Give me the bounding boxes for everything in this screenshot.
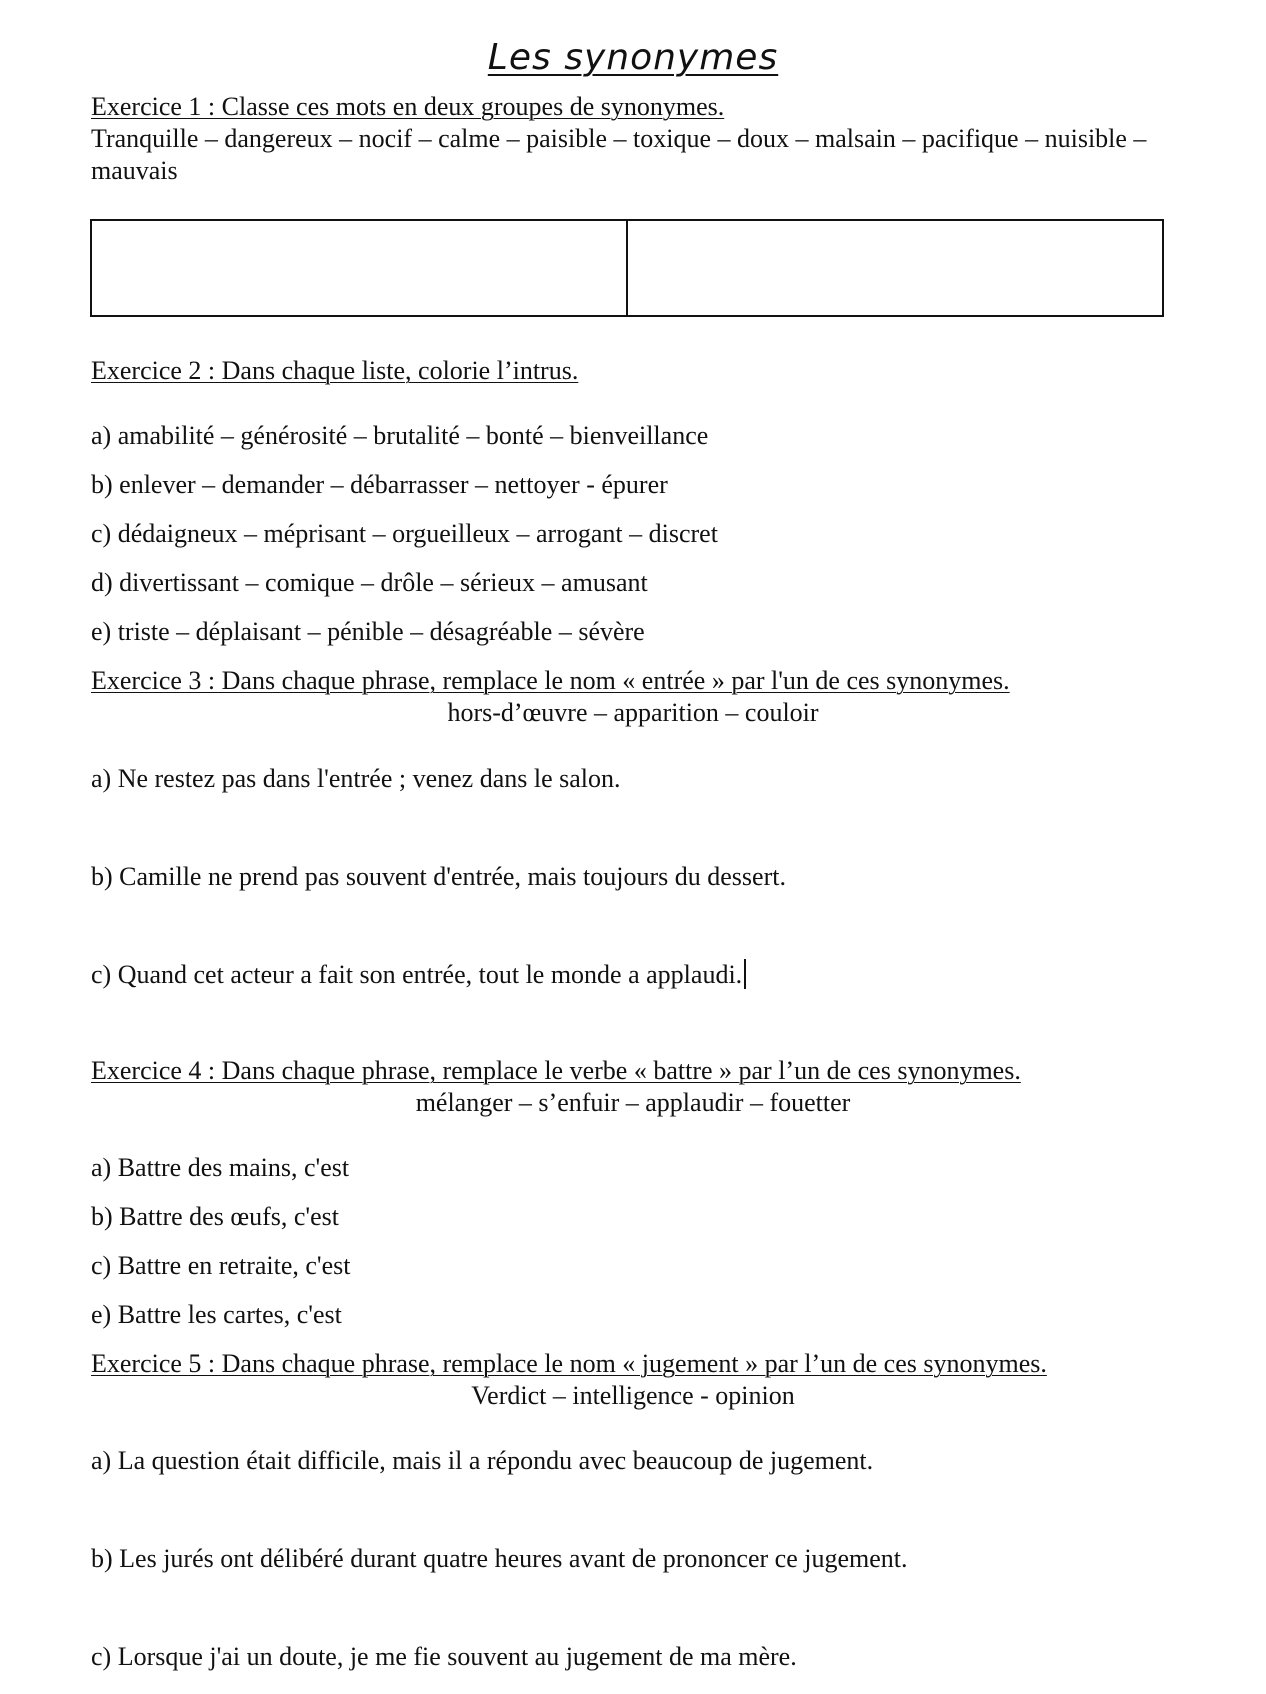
exercise-5-item-c: c) Lorsque j'ai un doute, je me fie souvent au jugement de ma mère. (91, 1642, 797, 1671)
exercise-3-item-a: a) Ne restez pas dans l'entrée ; venez dans le salon. (91, 764, 621, 793)
answer-cell-group-2[interactable] (626, 221, 1162, 315)
exercise-5-item-a: a) La question était difficile, mais il a répondu avec beaucoup de jugement. (91, 1446, 874, 1475)
exercise-4-item-b: b) Battre des œufs, c'est (91, 1202, 340, 1231)
exercise-1-answer-table (90, 219, 1164, 317)
exercise-5-heading: Exercice 5 : Dans chaque phrase, remplace le nom « jugement » par l’un de ces synonymes. (91, 1349, 1047, 1378)
exercise-2-item-c: c) dédaigneux – méprisant – orgueilleux – arrogant – discret (91, 519, 718, 548)
exercise-2-item-d: d) divertissant – comique – drôle – sérieux – amusant (91, 568, 648, 597)
exercise-2-heading: Exercice 2 : Dans chaque liste, colorie l’intrus. (91, 356, 579, 385)
exercise-1-heading: Exercice 1 : Classe ces mots en deux groupes de synonymes. (91, 92, 725, 121)
exercise-5-synonyms: Verdict – intelligence - opinion (471, 1381, 795, 1410)
page-title (0, 36, 1266, 80)
exercise-1-word-list: Tranquille – dangereux – nocif – calme – paisible – toxique – doux – malsain – pacifique – nuisible – mauvais (91, 124, 1147, 185)
exercise-2-item-b: b) enlever – demander – débarrasser – nettoyer - épurer (91, 470, 668, 499)
exercise-4-heading: Exercice 4 : Dans chaque phrase, remplace le verbe « battre » par l’un de ces synonymes. (91, 1056, 1021, 1085)
exercise-3-item-c (91, 959, 746, 991)
exercise-3-heading: Exercice 3 : Dans chaque phrase, remplace le nom « entrée » par l'un de ces synonymes. (91, 666, 1010, 695)
exercise-2-item-a: a) amabilité – générosité – brutalité – bonté – bienveillance (91, 421, 709, 450)
exercise-4-item-c: c) Battre en retraite, c'est (91, 1251, 351, 1280)
exercise-3-synonyms: hors-d’œuvre – apparition – couloir (447, 698, 819, 727)
exercise-2-item-e: e) triste – déplaisant – pénible – désagréable – sévère (91, 617, 645, 646)
exercise-4-synonyms: mélanger – s’enfuir – applaudir – fouetter (415, 1088, 851, 1117)
text-cursor (744, 959, 746, 989)
exercise-3-item-c-text: c) Quand cet acteur a fait son entrée, tout le monde a applaudi. (91, 960, 743, 989)
exercise-4-item-a: a) Battre des mains, c'est (91, 1153, 350, 1182)
exercise-4-item-e: e) Battre les cartes, c'est (91, 1300, 342, 1329)
page-title-text: Les synonymes (487, 37, 779, 78)
exercise-5-item-b: b) Les jurés ont délibéré durant quatre heures avant de prononcer ce jugement. (91, 1544, 908, 1573)
answer-cell-group-1[interactable] (92, 221, 626, 315)
exercise-3-item-b: b) Camille ne prend pas souvent d'entrée, mais toujours du dessert. (91, 862, 786, 891)
